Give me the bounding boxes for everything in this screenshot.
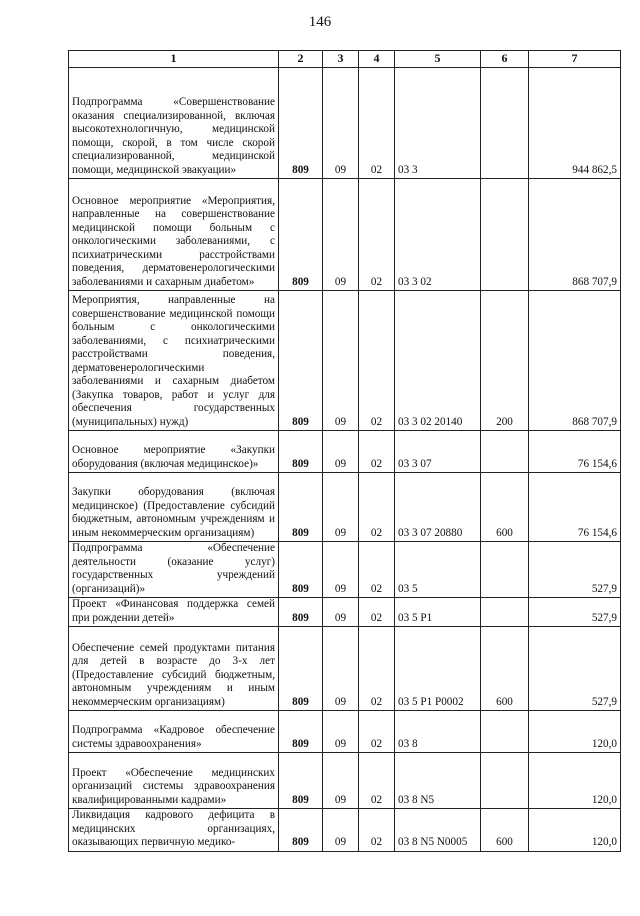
ministry-code: 809 <box>279 809 323 852</box>
subsection-code: 02 <box>359 711 395 753</box>
table-row <box>69 627 621 711</box>
target-item-code: 03 8 <box>395 711 481 753</box>
item-name: Подпрограмма «Кадровое обеспечение системы здравоохранения» <box>69 711 279 753</box>
ministry-code: 809 <box>279 627 323 711</box>
expense-type-code: 600 <box>481 809 529 852</box>
section-code: 09 <box>323 809 359 852</box>
table-row <box>69 542 621 598</box>
page-number: 146 <box>308 14 332 30</box>
table-row <box>69 291 621 431</box>
target-item-code: 03 8 N5 <box>395 753 481 809</box>
item-name: Ликвидация кадрового дефицита в медицинских организациях, оказывающих первичную медико- <box>69 809 279 852</box>
subsection-code: 02 <box>359 68 395 179</box>
subsection-code: 02 <box>359 753 395 809</box>
target-item-code: 03 8 N5 N0005 <box>395 809 481 852</box>
section-code: 09 <box>323 431 359 473</box>
subsection-code: 02 <box>359 291 395 431</box>
target-item-code: 03 3 02 <box>395 179 481 291</box>
expense-type-code: 200 <box>481 291 529 431</box>
target-item-code: 03 5 P1 P0002 <box>395 627 481 711</box>
column-header: 5 <box>395 51 481 68</box>
column-header: 2 <box>279 51 323 68</box>
ministry-code: 809 <box>279 711 323 753</box>
amount: 120,0 <box>529 711 621 753</box>
column-header: 6 <box>481 51 529 68</box>
amount: 527,9 <box>529 627 621 711</box>
amount: 868 707,9 <box>529 291 621 431</box>
item-name: Подпрограмма «Обеспечение деятельности (оказание услуг) государственных учреждений (организаций)» <box>69 542 279 598</box>
ministry-code: 809 <box>279 542 323 598</box>
expense-type-code: 600 <box>481 627 529 711</box>
table-row <box>69 711 621 753</box>
expense-type-code: 600 <box>481 473 529 542</box>
section-code: 09 <box>323 711 359 753</box>
ministry-code: 809 <box>279 431 323 473</box>
item-name: Основное мероприятие «Закупки оборудования (включая медицинское)» <box>69 431 279 473</box>
expense-type-code <box>481 711 529 753</box>
amount: 944 862,5 <box>529 68 621 179</box>
item-name: Мероприятия, направленные на совершенствование медицинской помощи больным с онкологическими заболеваниями, с психиатрическими расстройствами поведения, дерматовенерологическими заболеваниями и сахарным диабетом (Закупка товаров, работ и услуг для обеспечения государственных (муниципальных) нужд) <box>69 291 279 431</box>
subsection-code: 02 <box>359 809 395 852</box>
expense-type-code <box>481 542 529 598</box>
table-row <box>69 809 621 852</box>
table-row <box>69 179 621 291</box>
amount: 527,9 <box>529 542 621 598</box>
section-code: 09 <box>323 291 359 431</box>
table-row <box>69 598 621 627</box>
item-name: Обеспечение семей продуктами питания для детей в возрасте до 3-х лет (Предоставление субсидий бюджетным, автономным учреждениям и иным некоммерческим организациям) <box>69 627 279 711</box>
ministry-code: 809 <box>279 291 323 431</box>
target-item-code: 03 3 07 20880 <box>395 473 481 542</box>
column-header: 3 <box>323 51 359 68</box>
amount: 527,9 <box>529 598 621 627</box>
column-header: 4 <box>359 51 395 68</box>
item-name: Проект «Обеспечение медицинских организаций системы здравоохранения квалифицированными кадрами» <box>69 753 279 809</box>
expense-type-code <box>481 68 529 179</box>
amount: 120,0 <box>529 809 621 852</box>
item-name: Закупки оборудования (включая медицинское) (Предоставление субсидий бюджетным, автономным учреждениям и иным некоммерческим организациям) <box>69 473 279 542</box>
subsection-code: 02 <box>359 473 395 542</box>
table-row <box>69 473 621 542</box>
target-item-code: 03 3 <box>395 68 481 179</box>
expense-type-code <box>481 598 529 627</box>
ministry-code: 809 <box>279 598 323 627</box>
subsection-code: 02 <box>359 627 395 711</box>
target-item-code: 03 5 <box>395 542 481 598</box>
expense-type-code <box>481 179 529 291</box>
item-name: Проект «Финансовая поддержка семей при рождении детей» <box>69 598 279 627</box>
subsection-code: 02 <box>359 431 395 473</box>
section-code: 09 <box>323 542 359 598</box>
subsection-code: 02 <box>359 542 395 598</box>
ministry-code: 809 <box>279 68 323 179</box>
amount: 868 707,9 <box>529 179 621 291</box>
ministry-code: 809 <box>279 179 323 291</box>
section-code: 09 <box>323 179 359 291</box>
subsection-code: 02 <box>359 598 395 627</box>
amount: 120,0 <box>529 753 621 809</box>
budget-table <box>68 50 621 852</box>
subsection-code: 02 <box>359 179 395 291</box>
expense-type-code <box>481 753 529 809</box>
table-row <box>69 68 621 179</box>
section-code: 09 <box>323 627 359 711</box>
header-row <box>69 51 621 68</box>
section-code: 09 <box>323 598 359 627</box>
target-item-code: 03 5 P1 <box>395 598 481 627</box>
item-name: Основное мероприятие «Мероприятия, направленные на совершенствование медицинской помощи больным с онкологическими заболеваниями, с психиатрическими расстройствами поведения, дерматовенерологическими заболеваниями и сахарным диабетом» <box>69 179 279 291</box>
amount: 76 154,6 <box>529 473 621 542</box>
section-code: 09 <box>323 68 359 179</box>
table-row <box>69 753 621 809</box>
target-item-code: 03 3 07 <box>395 431 481 473</box>
ministry-code: 809 <box>279 473 323 542</box>
ministry-code: 809 <box>279 753 323 809</box>
expense-type-code <box>481 431 529 473</box>
table-row <box>69 431 621 473</box>
section-code: 09 <box>323 473 359 542</box>
section-code: 09 <box>323 753 359 809</box>
item-name: Подпрограмма «Совершенствование оказания специализированной, включая высокотехнологичную, медицинской помощи, скорой, в том числе скорой специализированной, медицинской помощи, медицинской эвакуации» <box>69 68 279 179</box>
amount: 76 154,6 <box>529 431 621 473</box>
target-item-code: 03 3 02 20140 <box>395 291 481 431</box>
column-header: 1 <box>69 51 279 68</box>
column-header: 7 <box>529 51 621 68</box>
